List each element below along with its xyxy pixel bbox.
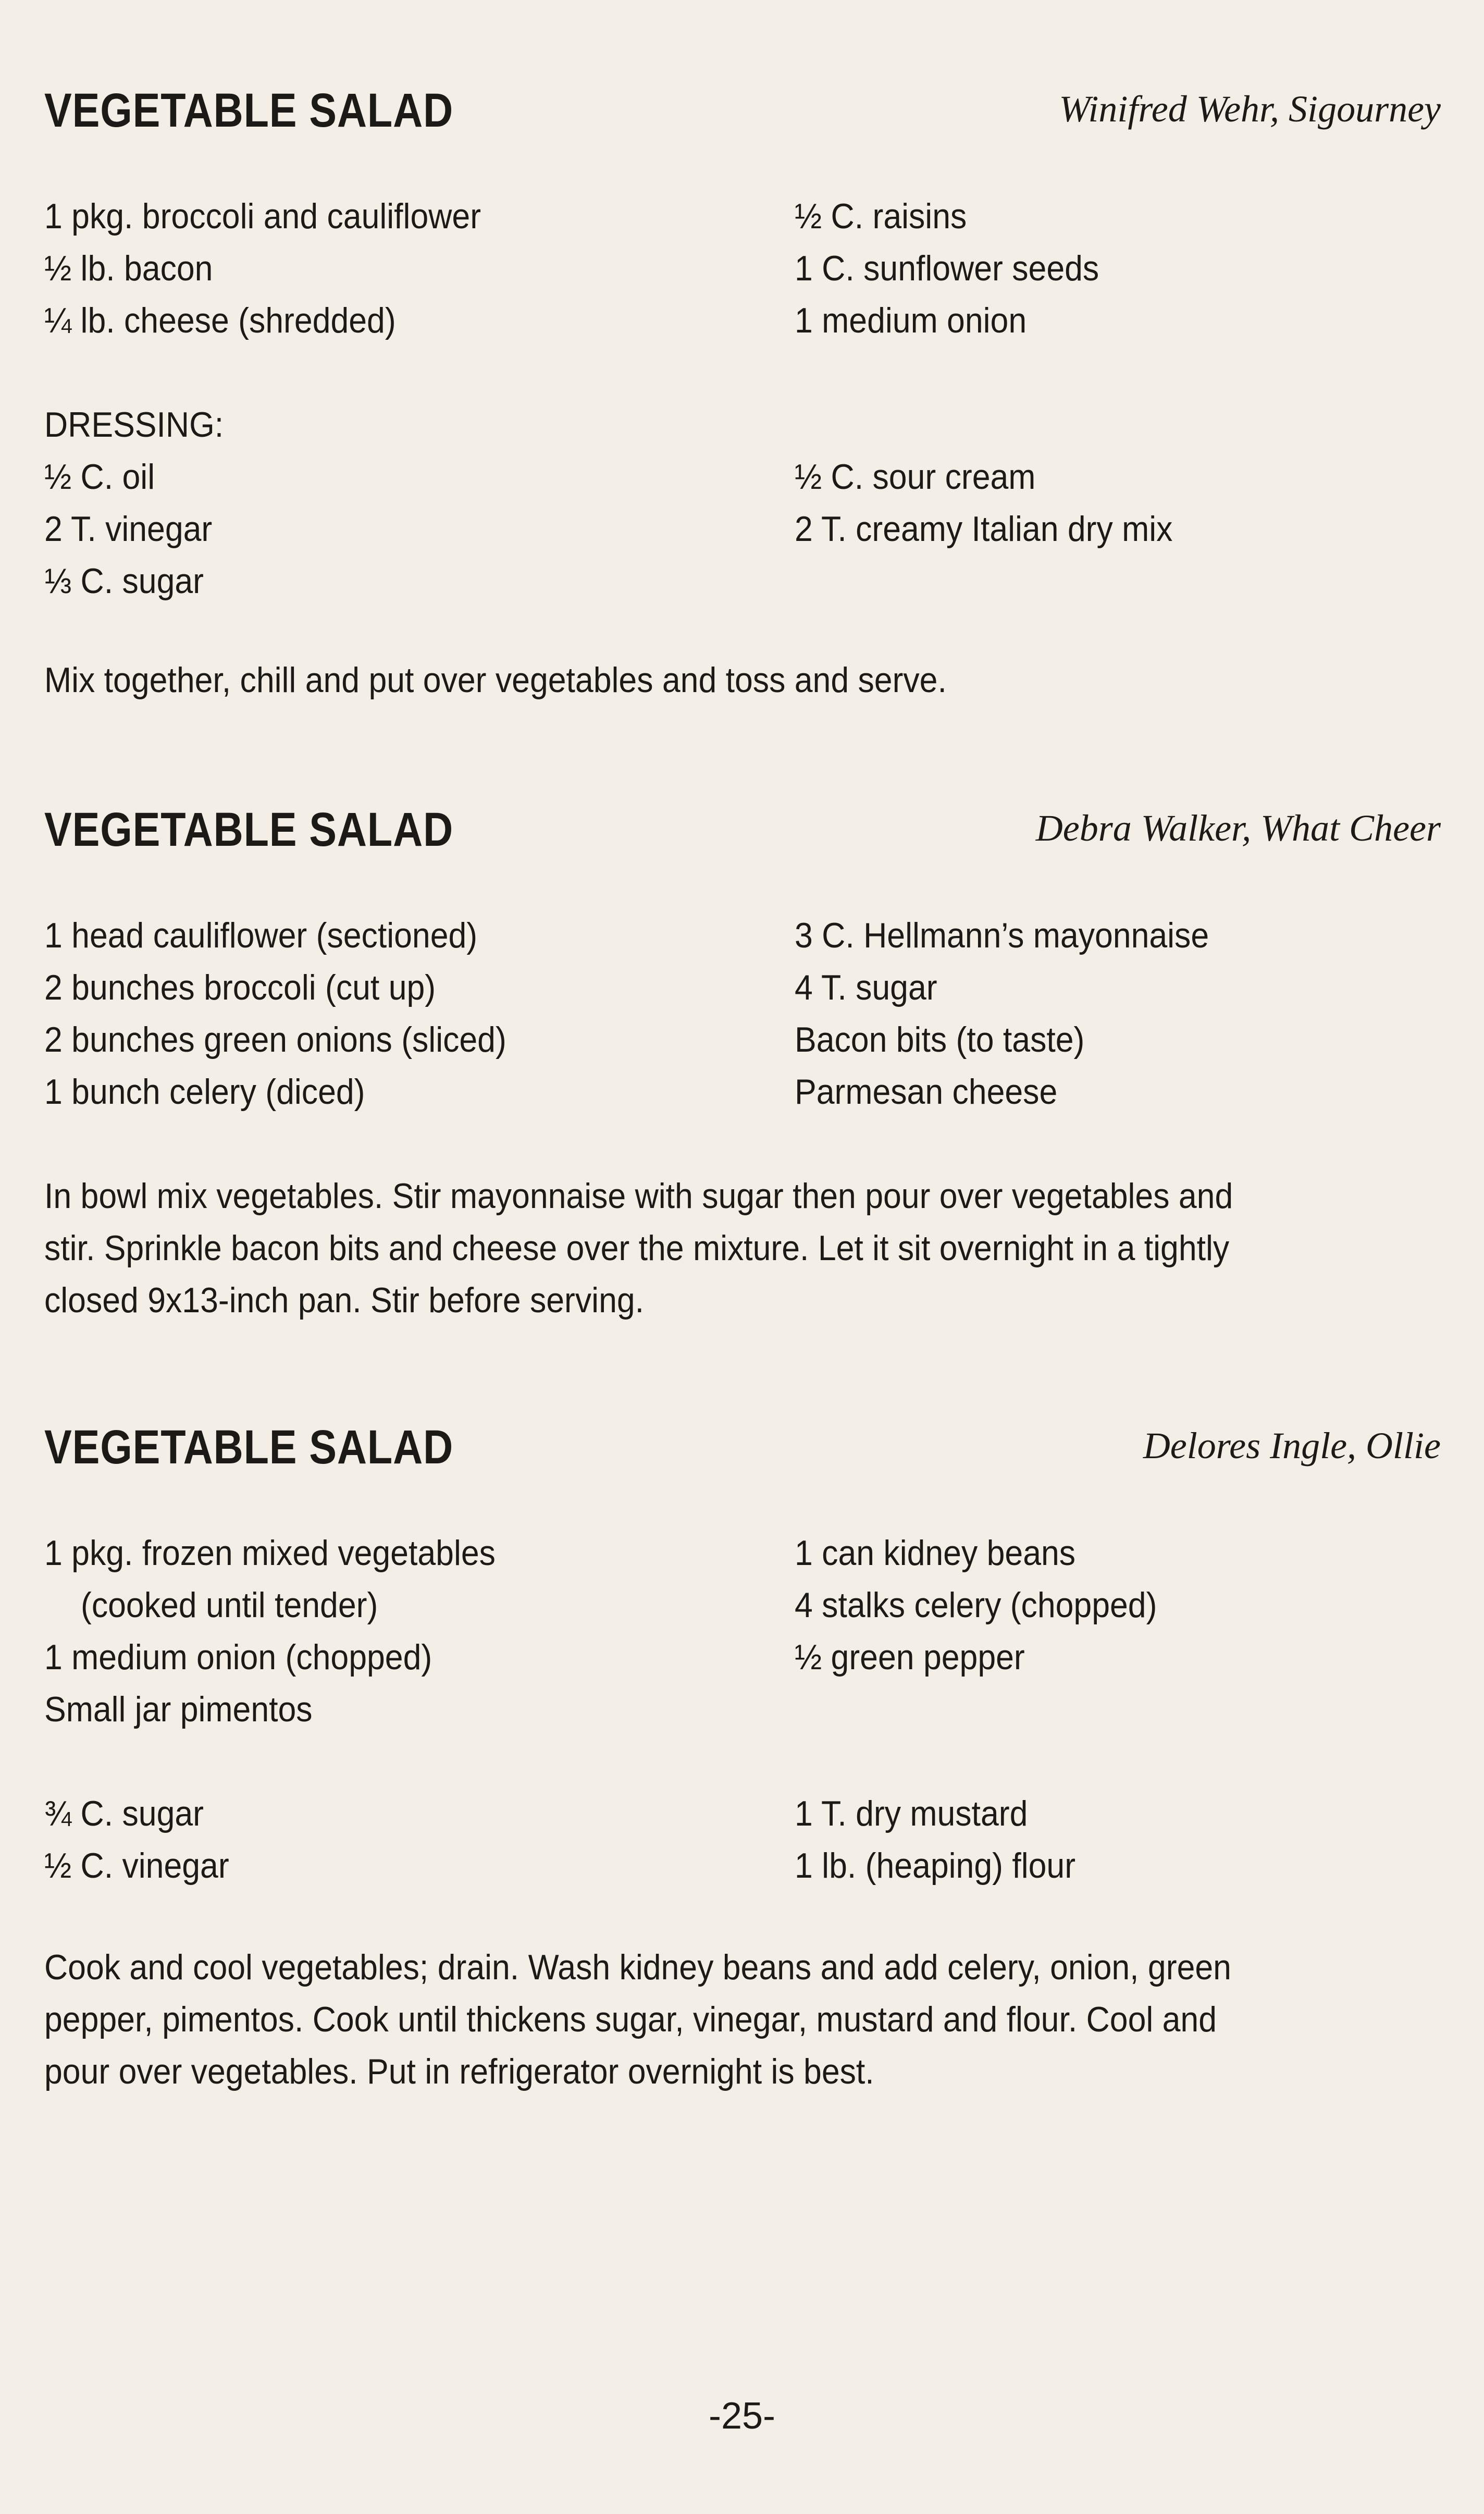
recipe-author: Winifred Wehr, Sigourney (1059, 88, 1441, 130)
recipe-author: Debra Walker, What Cheer (1035, 807, 1441, 849)
ingredient: ¾ C. sugar (44, 1794, 204, 1833)
recipe-header (44, 1420, 1441, 1483)
ingredient: 1 C. sunflower seeds (795, 249, 1099, 288)
directions-line: Mix together, chill and put over vegetables and toss and serve. (44, 660, 947, 700)
ingredient: 2 bunches broccoli (cut up) (44, 968, 436, 1007)
recipe-1 (44, 83, 1441, 700)
ingredient: ½ C. sour cream (795, 457, 1036, 497)
recipe-title: VEGETABLE SALAD (44, 803, 454, 856)
ingredient: 1 medium onion (chopped) (44, 1637, 432, 1677)
ingredient: 2 T. creamy Italian dry mix (795, 509, 1173, 549)
directions-line: pour over vegetables. Put in refrigerator overnight is best. (44, 2052, 874, 2091)
ingredient: (cooked until tender) (81, 1585, 378, 1625)
ingredient: ½ C. vinegar (44, 1846, 229, 1886)
ingredient: 1 pkg. broccoli and cauliflower (44, 196, 481, 236)
ingredient: ½ lb. bacon (44, 249, 213, 288)
dressing-label: DRESSING: (44, 405, 224, 445)
ingredient: Bacon bits (to taste) (795, 1020, 1085, 1059)
ingredient: ⅓ C. sugar (44, 561, 204, 601)
page-number: -25- (708, 2395, 776, 2437)
ingredient: Small jar pimentos (44, 1690, 313, 1729)
recipe-title: VEGETABLE SALAD (44, 84, 454, 137)
ingredient: 2 bunches green onions (sliced) (44, 1020, 506, 1059)
recipe-author: Delores Ingle, Ollie (1143, 1425, 1441, 1467)
recipe-2 (44, 803, 1441, 1320)
directions-line: Cook and cool vegetables; drain. Wash kidney beans and add celery, onion, green (44, 1948, 1231, 1987)
recipe-header (44, 83, 1441, 146)
ingredient: 1 head cauliflower (sectioned) (44, 916, 478, 955)
directions-line: stir. Sprinkle bacon bits and cheese over the mixture. Let it sit overnight in a tightly (44, 1228, 1230, 1268)
ingredient: 1 medium onion (795, 301, 1027, 340)
directions-line: pepper, pimentos. Cook until thickens sugar, vinegar, mustard and flour. Cool and (44, 2000, 1217, 2039)
ingredient: Parmesan cheese (795, 1072, 1058, 1112)
ingredient: ½ green pepper (795, 1637, 1025, 1677)
ingredient: 1 can kidney beans (795, 1533, 1076, 1573)
ingredient: ½ C. raisins (795, 196, 967, 236)
ingredient: 1 bunch celery (diced) (44, 1072, 365, 1112)
recipe-title: VEGETABLE SALAD (44, 1421, 454, 1474)
ingredient: 4 stalks celery (chopped) (795, 1585, 1157, 1625)
ingredient: 2 T. vinegar (44, 509, 213, 549)
ingredient: 1 lb. (heaping) flour (795, 1846, 1076, 1886)
ingredient: 1 T. dry mustard (795, 1794, 1028, 1833)
directions-line: closed 9x13-inch pan. Stir before serving. (44, 1280, 645, 1320)
ingredient: 1 pkg. frozen mixed vegetables (44, 1533, 496, 1573)
recipe-header (44, 803, 1441, 865)
ingredient: 3 C. Hellmann’s mayonnaise (795, 916, 1209, 955)
ingredient: ¼ lb. cheese (shredded) (44, 301, 396, 340)
recipe-3 (44, 1420, 1441, 2091)
directions-line: In bowl mix vegetables. Stir mayonnaise with sugar then pour over vegetables and (44, 1176, 1233, 1216)
ingredient: ½ C. oil (44, 457, 155, 497)
ingredient: 4 T. sugar (795, 968, 937, 1007)
